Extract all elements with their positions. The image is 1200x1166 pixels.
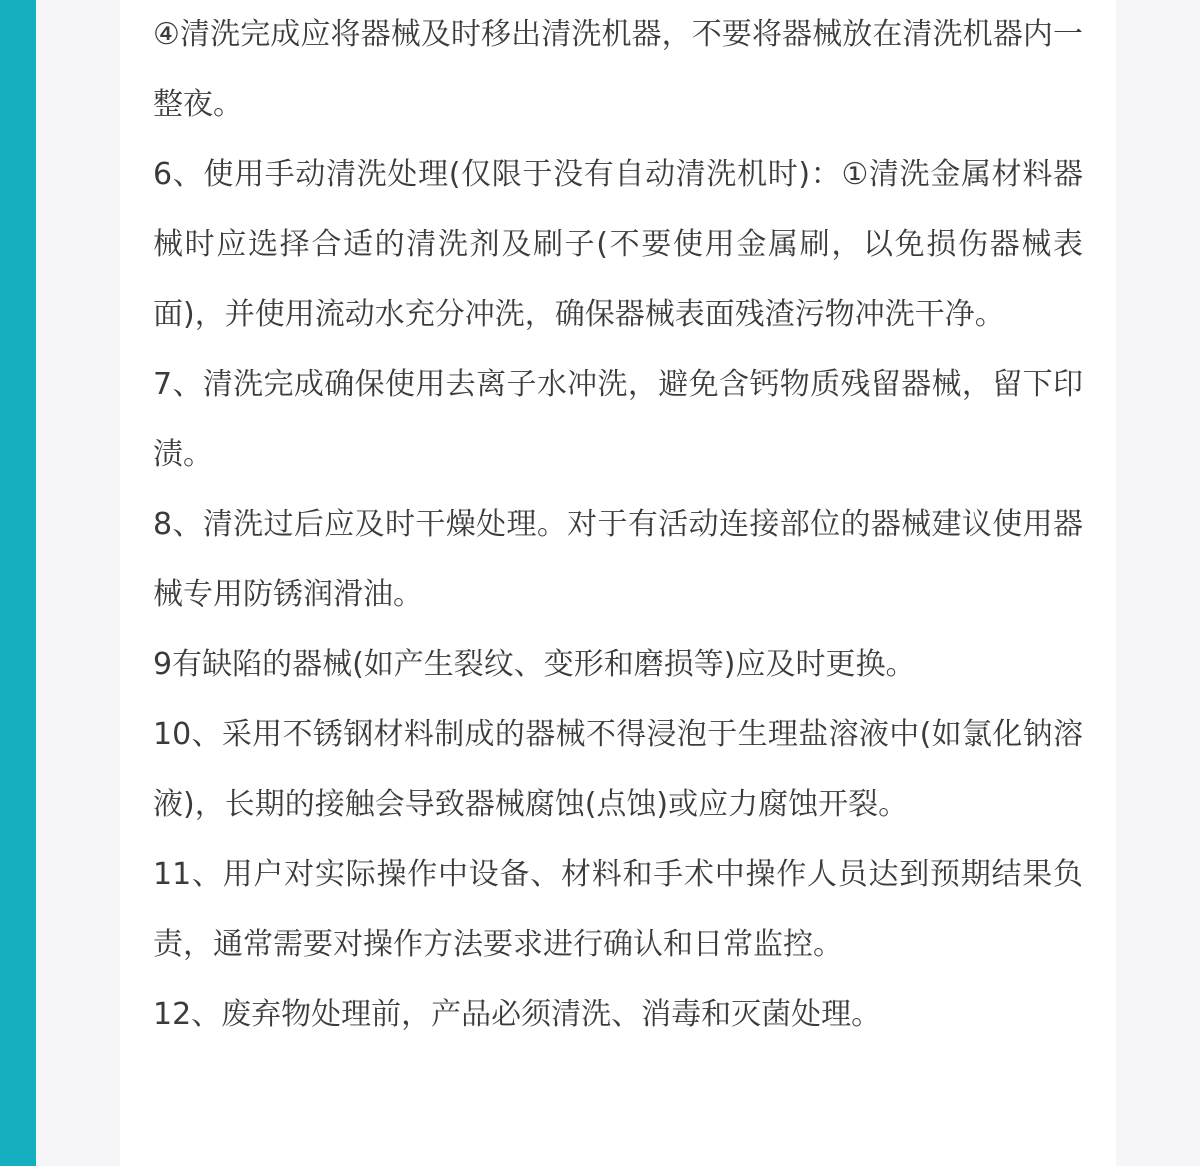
left-accent-bar (0, 0, 36, 1166)
paragraph-deionized-rinse: 7、清洗完成确保使用去离子水冲洗，避免含钙物质残留器械，留下印渍。 (153, 367, 1083, 472)
instructions-text (153, 0, 1083, 1050)
paragraph-user-responsibility: 11、用户对实际操作中设备、材料和手术中操作人员达到预期结果负责，通常需要对操作方法要求进行确认和日常监控。 (153, 857, 1083, 962)
paragraph-saline-warning: 10、采用不锈钢材料制成的器械不得浸泡于生理盐溶液中(如氯化钠溶液)，长期的接触会导致器械腐蚀(点蚀)或应力腐蚀开裂。 (153, 717, 1083, 822)
paragraph-cleaning-machine-removal: ④清洗完成应将器械及时移出清洗机器，不要将器械放在清洗机器内一整夜。 (153, 17, 1083, 122)
paragraph-defective-replacement: 9有缺陷的器械(如产生裂纹、变形和磨损等)应及时更换。 (153, 647, 916, 682)
paragraph-manual-cleaning: 6、使用手动清洗处理(仅限于没有自动清洗机时)：①清洗金属材料器械时应选择合适的清洗剂及刷子(不要使用金属刷，以免损伤器械表面)，并使用流动水充分冲洗，确保器械表面残渣污物冲洗干净。 (153, 157, 1083, 332)
paragraph-disposal: 12、废弃物处理前，产品必须清洗、消毒和灭菌处理。 (153, 997, 882, 1032)
paragraph-drying: 8、清洗过后应及时干燥处理。对于有活动连接部位的器械建议使用器械专用防锈润滑油。 (153, 507, 1083, 612)
